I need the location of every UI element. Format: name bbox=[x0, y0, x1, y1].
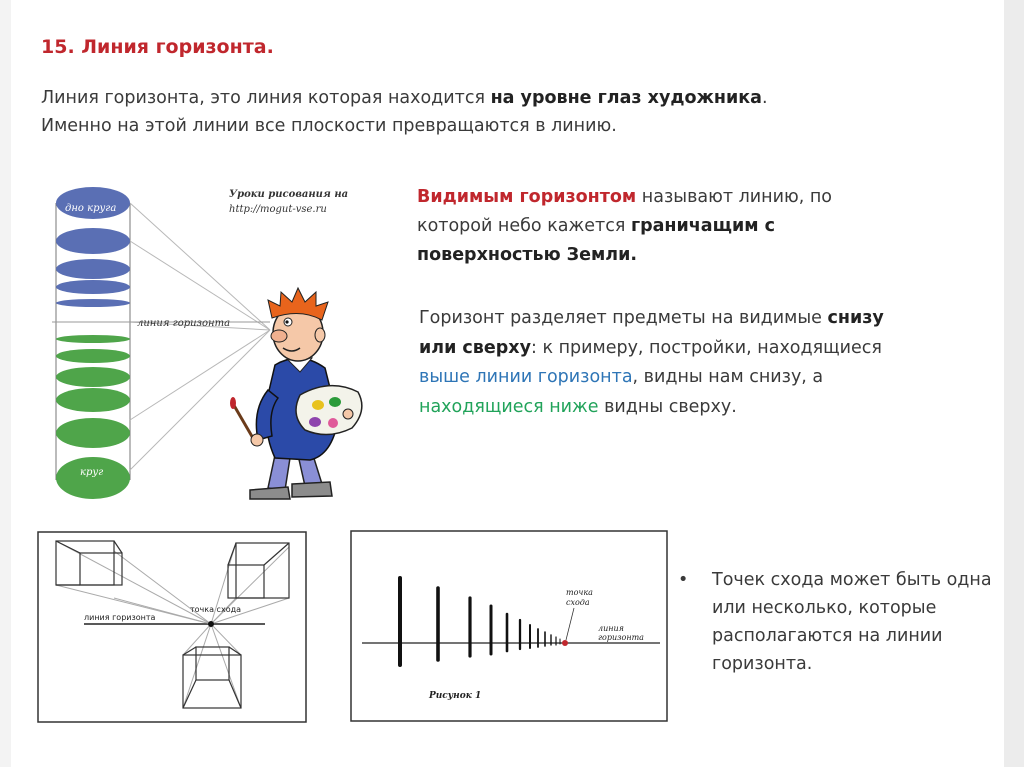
lines-vanishing-label-1: точка bbox=[566, 588, 593, 597]
visible-horizon-term: Видимым горизонтом bbox=[417, 187, 637, 207]
box-perspective-figure bbox=[38, 532, 306, 722]
intro-part2: . bbox=[761, 88, 768, 108]
ellipse-bottom bbox=[56, 457, 130, 499]
page-title: 15. Линия горизонта. bbox=[41, 36, 274, 58]
divides-bold: снизу или сверху bbox=[419, 308, 884, 358]
lines-horizon-label-2: горизонта bbox=[598, 633, 644, 642]
intro-bold: на уровне глаз художника bbox=[490, 88, 762, 108]
horizon-label: линия горизонта bbox=[137, 318, 231, 329]
box-vanishing-label: точка схода bbox=[190, 605, 242, 614]
divides-above: выше линии горизонта bbox=[419, 367, 633, 387]
artist-illustration bbox=[230, 288, 362, 499]
credit-line1: Уроки рисования на bbox=[229, 189, 349, 200]
divides-below: находящиеся ниже bbox=[419, 396, 599, 417]
receding-lines-figure bbox=[351, 531, 667, 721]
ellipse-column bbox=[52, 187, 270, 499]
circle-bottom-label: круг bbox=[80, 467, 104, 478]
intro-line2: Именно на этой линии все плоскости превращаются в линию. bbox=[41, 116, 617, 136]
lines-vanishing-label-2: схода bbox=[566, 598, 590, 607]
circle-top-label: дно круга bbox=[65, 203, 117, 214]
divides-part2: : к примеру, постройки, находящиеся bbox=[530, 337, 882, 358]
bullet-text: Точек схода может быть одна или несколько, которые располагаются на линии горизонта. bbox=[712, 570, 992, 674]
lines-horizon-label-1: линия bbox=[598, 624, 624, 633]
visible-bold: граничащим с поверхностью Земли. bbox=[417, 216, 775, 265]
divides-part3: , видны нам снизу, а bbox=[632, 367, 824, 387]
bullet-dot: • bbox=[678, 570, 689, 590]
figure-caption: Рисунок 1 bbox=[429, 691, 482, 701]
credit-line2: http://mogut-vse.ru bbox=[229, 204, 327, 215]
visible-part1: называют линию, по которой небо кажется bbox=[417, 187, 832, 236]
divides-part1: Горизонт разделяет предметы на видимые bbox=[419, 308, 828, 328]
box-horizon-label: линия горизонта bbox=[84, 613, 156, 622]
intro-part1: Линия горизонта, это линия которая находится bbox=[41, 88, 491, 108]
divides-part4: видны сверху. bbox=[598, 396, 737, 417]
